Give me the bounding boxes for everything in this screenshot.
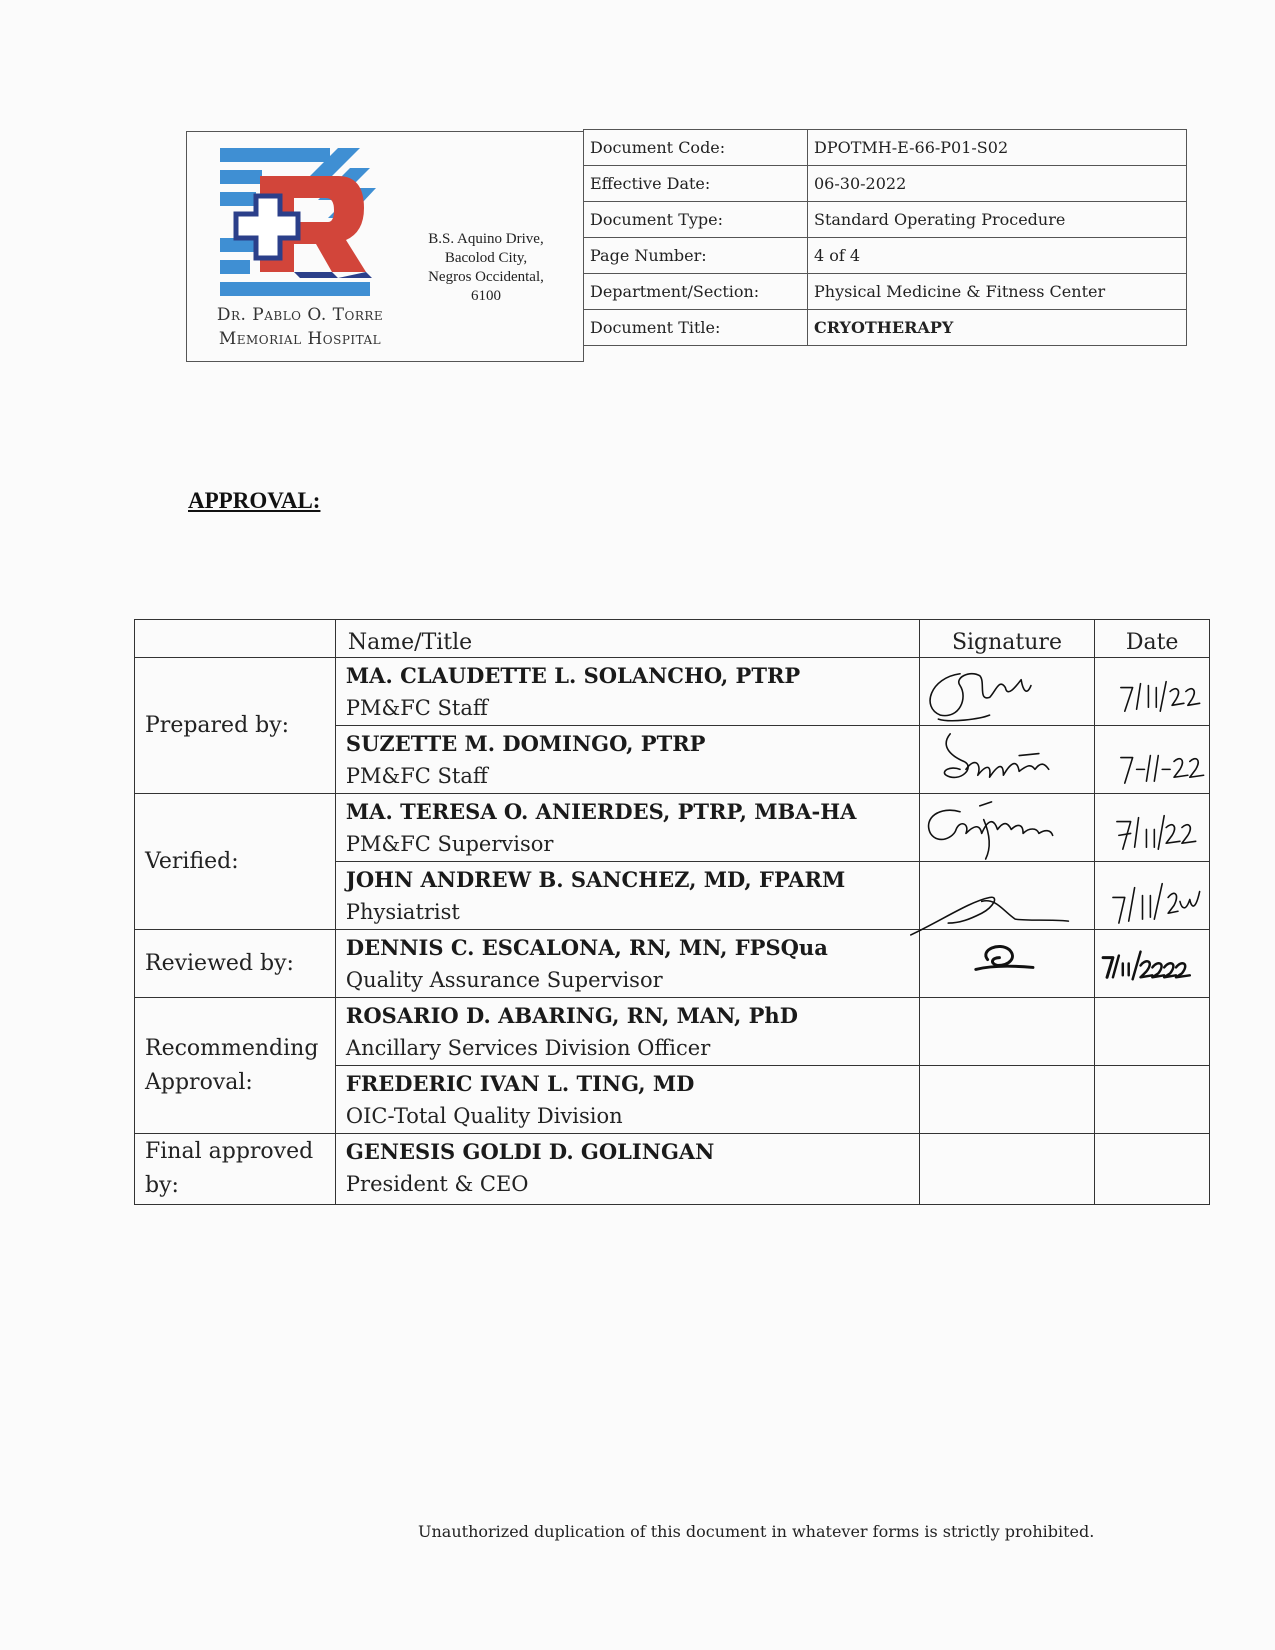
meta-label: Document Title: xyxy=(584,310,808,346)
meta-value: DPOTMH-E-66-P01-S02 xyxy=(808,130,1187,166)
approver-name: MA. TERESA O. ANIERDES, PTRP, MBA-HA xyxy=(345,799,857,824)
handwritten-signature xyxy=(920,658,1095,725)
date-cell xyxy=(1095,726,1210,794)
approval-row xyxy=(135,930,1210,998)
handwritten-date xyxy=(1095,658,1209,725)
address-line: Bacolod City, xyxy=(444,250,528,266)
handwritten-date xyxy=(1095,726,1209,793)
signature-cell xyxy=(919,794,1095,862)
document-title: CRYOTHERAPY xyxy=(814,318,954,337)
date-cell xyxy=(1095,930,1210,998)
meta-value: 06-30-2022 xyxy=(808,166,1187,202)
meta-label: Effective Date: xyxy=(584,166,808,202)
meta-value: Standard Operating Procedure xyxy=(808,202,1187,238)
approver-title: PM&FC Staff xyxy=(345,696,488,720)
role-reviewed: Reviewed by: xyxy=(135,930,336,998)
approver-title: PM&FC Staff xyxy=(345,764,488,788)
approval-row xyxy=(135,658,1210,726)
approver-cell xyxy=(335,1134,919,1205)
hospital-name-line: Memorial Hospital xyxy=(218,329,382,349)
meta-row xyxy=(584,310,1187,346)
date-cell xyxy=(1095,1134,1210,1205)
approval-row xyxy=(135,1134,1210,1205)
approval-row xyxy=(135,794,1210,862)
address-line: 6100 xyxy=(471,288,501,304)
role-prepared: Prepared by: xyxy=(135,658,336,794)
handwritten-date xyxy=(1095,930,1209,997)
handwritten-signature xyxy=(920,794,1095,861)
approver-cell xyxy=(335,658,919,726)
address-line: B.S. Aquino Drive, xyxy=(428,231,544,247)
date-cell xyxy=(1095,998,1210,1066)
role-recommending: Recommending Approval: xyxy=(135,998,336,1134)
signature-cell xyxy=(919,1066,1095,1134)
hospital-name xyxy=(190,303,410,351)
role-column-header xyxy=(135,620,336,658)
approver-title: OIC-Total Quality Division xyxy=(345,1104,623,1128)
signature-cell xyxy=(919,930,1095,998)
approver-name: SUZETTE M. DOMINGO, PTRP xyxy=(345,731,706,756)
approval-header-row xyxy=(135,620,1210,658)
meta-row xyxy=(584,130,1187,166)
meta-row xyxy=(584,202,1187,238)
role-verified: Verified: xyxy=(135,794,336,930)
approver-cell xyxy=(335,1066,919,1134)
approver-cell xyxy=(335,794,919,862)
meta-row xyxy=(584,274,1187,310)
meta-value: 4 of 4 xyxy=(808,238,1187,274)
date-cell xyxy=(1095,1066,1210,1134)
date-column-header: Date xyxy=(1095,620,1210,658)
approval-row xyxy=(135,998,1210,1066)
meta-value xyxy=(808,310,1187,346)
approver-name: GENESIS GOLDI D. GOLINGAN xyxy=(345,1139,715,1164)
hospital-logo xyxy=(220,148,380,300)
signature-cell xyxy=(919,862,1095,930)
signature-cell xyxy=(919,998,1095,1066)
approver-title: President & CEO xyxy=(345,1172,529,1196)
approver-name: MA. CLAUDETTE L. SOLANCHO, PTRP xyxy=(345,663,801,688)
role-final: Final approved by: xyxy=(135,1134,336,1205)
document-meta-table xyxy=(583,129,1187,346)
approver-cell xyxy=(335,998,919,1066)
footer-note: Unauthorized duplication of this document in whatever forms is strictly prohibited. xyxy=(418,1522,1095,1541)
approver-title: Ancillary Services Division Officer xyxy=(345,1036,711,1060)
meta-label: Department/Section: xyxy=(584,274,808,310)
approver-title: PM&FC Supervisor xyxy=(345,832,554,856)
hospital-name-line: Dr. Pablo O. Torre xyxy=(216,305,384,325)
approver-cell xyxy=(335,862,919,930)
date-cell xyxy=(1095,658,1210,726)
meta-row xyxy=(584,238,1187,274)
meta-label: Page Number: xyxy=(584,238,808,274)
approver-title: Physiatrist xyxy=(345,900,460,924)
approver-name: JOHN ANDREW B. SANCHEZ, MD, FPARM xyxy=(345,867,846,892)
approver-name: FREDERIC IVAN L. TING, MD xyxy=(345,1071,695,1096)
handwritten-date xyxy=(1095,862,1209,929)
approver-name: DENNIS C. ESCALONA, RN, MN, FPSQua xyxy=(345,935,828,960)
handwritten-signature xyxy=(920,930,1095,997)
approver-name: ROSARIO D. ABARING, RN, MAN, PhD xyxy=(345,1003,798,1028)
signature-cell xyxy=(919,726,1095,794)
signature-cell xyxy=(919,1134,1095,1205)
date-cell xyxy=(1095,794,1210,862)
approval-heading: APPROVAL: xyxy=(188,488,321,513)
date-cell xyxy=(1095,862,1210,930)
address-line: Negros Occidental, xyxy=(428,269,544,285)
signature-column-header: Signature xyxy=(919,620,1095,658)
meta-row xyxy=(584,166,1187,202)
meta-value: Physical Medicine & Fitness Center xyxy=(808,274,1187,310)
handwritten-signature xyxy=(920,862,1095,929)
handwritten-date xyxy=(1095,794,1209,861)
signature-cell xyxy=(919,658,1095,726)
approver-title: Quality Assurance Supervisor xyxy=(345,968,663,992)
meta-label: Document Code: xyxy=(584,130,808,166)
meta-label: Document Type: xyxy=(584,202,808,238)
approver-cell xyxy=(335,726,919,794)
handwritten-signature xyxy=(920,726,1095,793)
name-column-header: Name/Title xyxy=(335,620,919,658)
approval-table xyxy=(134,619,1210,1205)
approver-cell xyxy=(335,930,919,998)
hospital-address xyxy=(412,230,560,306)
